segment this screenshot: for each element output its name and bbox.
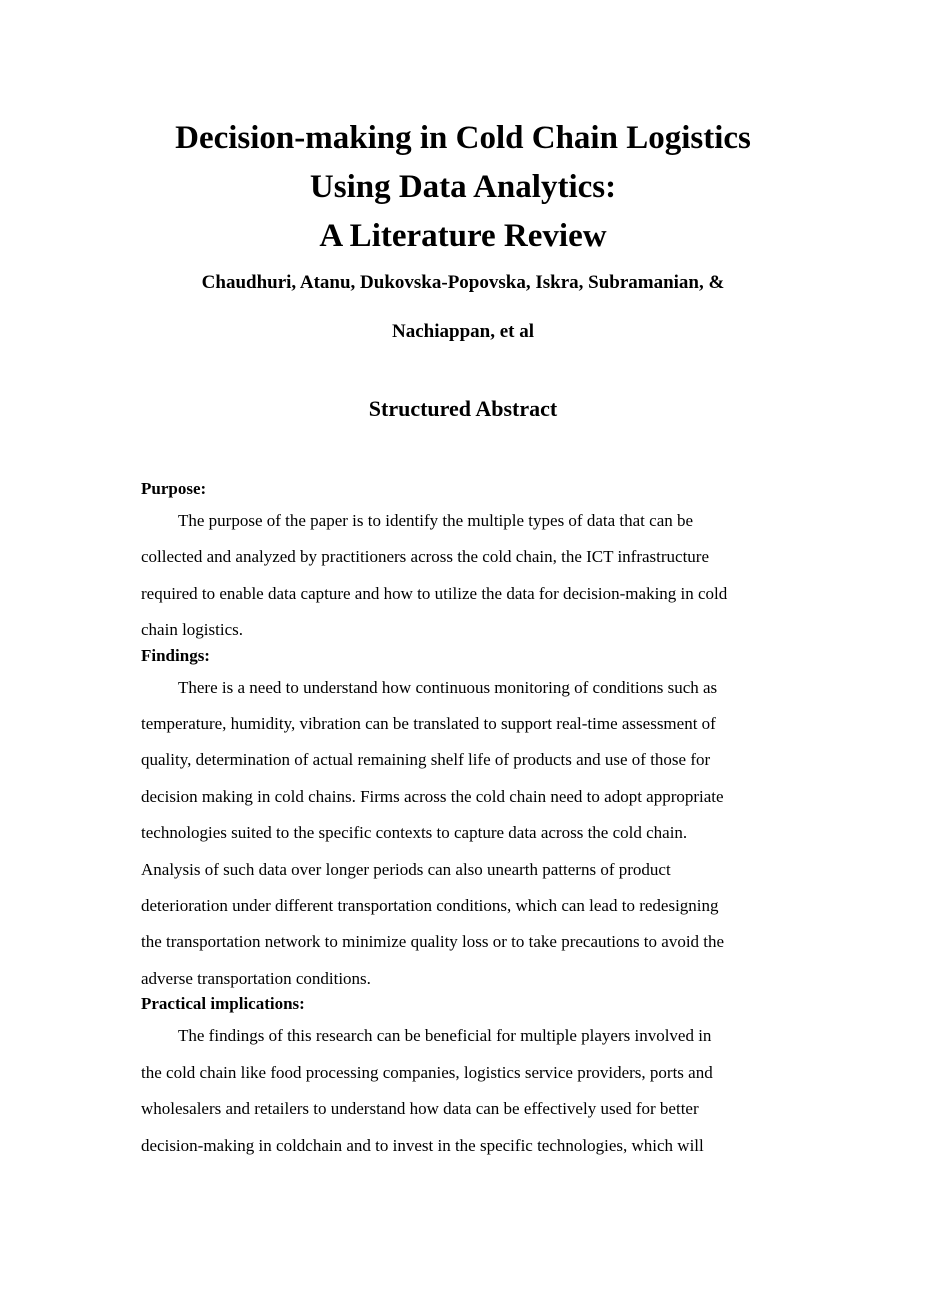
title-line-1: Decision-making in Cold Chain Logistics [175, 120, 751, 156]
title-line-2: Using Data Analytics: [309, 169, 617, 205]
findings-line: temperature, humidity, vibration can be translated to support real-time assessment of [141, 714, 716, 734]
section-findings [141, 645, 791, 998]
section-practical-implications [141, 993, 791, 1164]
findings-line: the transportation network to minimize quality loss or to take precautions to avoid the [141, 932, 725, 952]
purpose-line: The purpose of the paper is to identify the multiple types of data that can be [178, 511, 694, 530]
implications-line: the cold chain like food processing companies, logistics service providers, ports and [141, 1062, 713, 1082]
paper-title [0, 114, 926, 261]
authors-line-2: Nachiappan, et al [392, 321, 534, 342]
findings-line: technologies suited to the specific contexts to capture data across the cold chain. [141, 823, 688, 843]
findings-line: There is a need to understand how continuous monitoring of conditions such as [178, 677, 718, 697]
authors-line-1: Chaudhuri, Atanu, Dukovska-Popovska, Iskra, Subramanian, & [201, 272, 725, 293]
implications-line: The findings of this research can be beneficial for multiple players involved in [178, 1026, 712, 1046]
title-line-3: A Literature Review [319, 218, 607, 254]
section-purpose [141, 478, 791, 649]
implications-line: decision-making in coldchain and to invest in the specific technologies, which will [141, 1135, 704, 1155]
findings-line: Analysis of such data over longer periods can also unearth patterns of product [141, 859, 671, 879]
section-label-practical-implications: Practical implications: [141, 994, 305, 1014]
findings-line: decision making in cold chains. Firms across the cold chain need to adopt appropriate [141, 786, 724, 806]
implications-line: wholesalers and retailers to understand how data can be effectively used for better [141, 1099, 699, 1119]
purpose-line: collected and analyzed by practitioners across the cold chain, the ICT infrastructure [141, 547, 710, 567]
abstract-heading: Structured Abstract [368, 396, 558, 421]
section-label-findings: Findings: [141, 645, 210, 665]
abstract-body [141, 478, 791, 1164]
findings-line: quality, determination of actual remaining shelf life of products and use of those for [141, 750, 711, 770]
purpose-line: chain logistics. [141, 620, 243, 640]
purpose-line: required to enable data capture and how to utilize the data for decision-making in cold [141, 583, 728, 603]
findings-line: adverse transportation conditions. [141, 968, 371, 988]
section-label-purpose: Purpose: [141, 479, 207, 498]
findings-line: deterioration under different transportation conditions, which can lead to redesigning [141, 896, 719, 916]
